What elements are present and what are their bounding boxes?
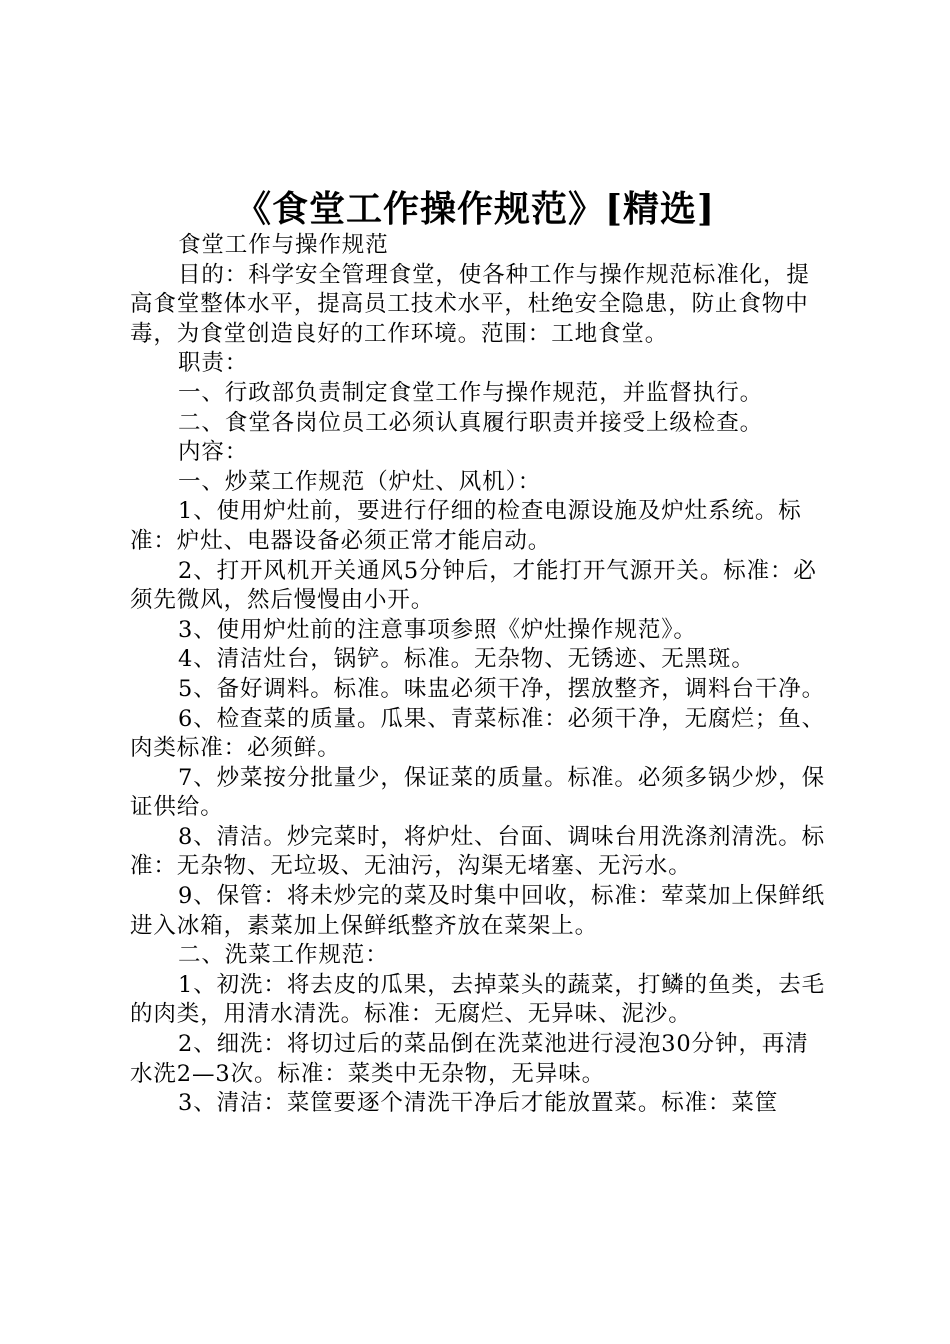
paragraph-duties-heading: 职责：: [178, 350, 249, 377]
paragraph-washing-item-3: 3、清洁：菜筐要逐个清洗干净后才能放置菜。标准：菜筐: [178, 1090, 779, 1117]
document-body: [130, 231, 830, 1119]
paragraph-cooking-item-3: 3、使用炉灶前的注意事项参照《炉灶操作规范》。: [178, 616, 697, 643]
paragraph-purpose: 目的：科学安全管理食堂，使各种工作与操作规范标准化，提高食堂整体水平，提高员工技术水平，杜绝安全隐患，防止食物中毒，为食堂创造良好的工作环境。范围：工地食堂。: [130, 261, 810, 347]
paragraph-washing-item-1: 1、初洗：将去皮的瓜果，去掉菜头的蔬菜，打鳞的鱼类，去毛的肉类，用清水清洗。标准：无腐烂、无异味、泥沙。: [130, 971, 826, 1028]
paragraph-cooking-item-2: 2、打开风机开关通风5分钟后，才能打开气源开关。标准：必须先微风，然后慢慢由小开。: [130, 557, 817, 614]
paragraph-cooking-item-4: 4、清洁灶台，锅铲。标准。无杂物、无锈迹、无黑斑。: [178, 646, 755, 673]
paragraph-washing-item-2: 2、细洗：将切过后的菜品倒在洗菜池进行浸泡30分钟，再清水洗2—3次。标准：菜类中无杂物，无异味。: [130, 1031, 809, 1087]
paragraph-cooking-item-7: 7、炒菜按分批量少，保证菜的质量。标准。必须多锅少炒，保证供给。: [130, 764, 826, 821]
paragraph-duty-1: 一、行政部负责制定食堂工作与操作规范，并监督执行。: [178, 379, 764, 406]
paragraph-section-cooking: 一、炒菜工作规范（炉灶、风机）：: [178, 468, 542, 495]
paragraph-cooking-item-6: 6、检查菜的质量。瓜果、青菜标准：必须干净，无腐烂；鱼、肉类标准：必须鲜。: [130, 705, 826, 762]
paragraph-cooking-item-5: 5、备好调料。标准。味盅必须干净，摆放整齐，调料台干净。: [178, 675, 826, 702]
paragraph-content-heading: 内容：: [178, 439, 249, 466]
paragraph-cooking-item-9: 9、保管：将未炒完的菜及时集中回收，标准：荤菜加上保鲜纸进入冰箱，素菜加上保鲜纸整齐放在菜架上。: [130, 883, 826, 939]
document-title: 《食堂工作操作规范》[精选]: [234, 188, 716, 230]
paragraph-duty-2: 二、食堂各岗位员工必须认真履行职责并接受上级检查。: [178, 409, 764, 436]
paragraph-cooking-item-8: 8、清洁。炒完菜时，将炉灶、台面、调味台用洗涤剂清洗。标准：无杂物、无垃圾、无油污，沟渠无堵塞、无污水。: [130, 823, 826, 880]
paragraph-section-washing: 二、洗菜工作规范：: [178, 942, 389, 969]
paragraph-cooking-item-1: 1、使用炉灶前，要进行仔细的检查电源设施及炉灶系统。标准：炉灶、电器设备必须正常才能启动。: [130, 498, 802, 554]
paragraph-subtitle: 食堂工作与操作规范: [178, 232, 389, 258]
